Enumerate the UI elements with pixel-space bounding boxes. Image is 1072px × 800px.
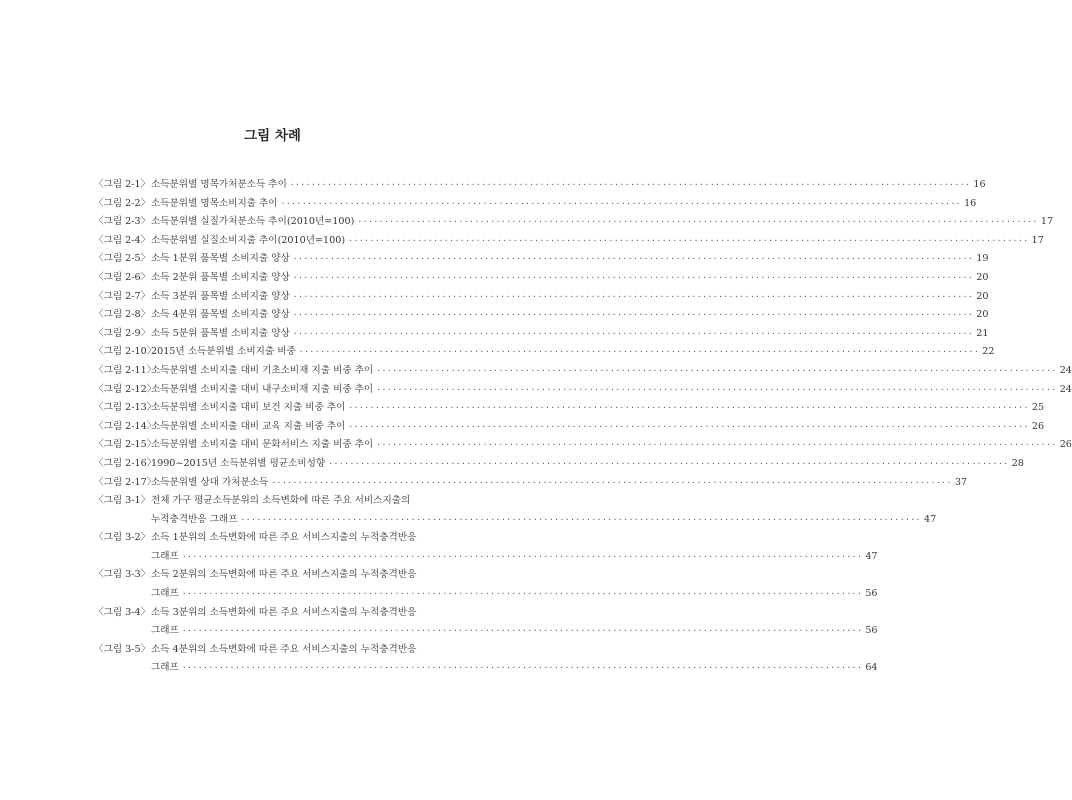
page-number: 16	[964, 197, 977, 209]
figure-title: 소득분위별 소비지출 대비 기초소비재 지출 비중 추이	[151, 364, 374, 376]
dot-leader	[357, 213, 1038, 232]
page-number: 20	[976, 290, 989, 302]
figure-title: 소득 5분위 품목별 소비지출 양상	[151, 327, 290, 339]
toc-entry[interactable]	[94, 604, 878, 641]
toc-entry[interactable]	[94, 176, 986, 195]
figure-title: 소득분위별 명목소비지출 추이	[151, 197, 278, 209]
toc-entry[interactable]	[94, 474, 968, 493]
figure-title: 소득 4분위 품목별 소비지출 양상	[151, 309, 290, 321]
figure-title: 소득 3분위의 소득변화에 따른 주요 서비스지출의 누적충격반응	[151, 606, 417, 618]
toc-entry[interactable]	[94, 325, 989, 344]
toc-entry[interactable]	[94, 399, 1045, 418]
figure-title: 소득 2분위의 소득변화에 따른 주요 서비스지출의 누적충격반응	[151, 569, 417, 581]
dot-leader	[293, 306, 974, 325]
dot-leader	[293, 325, 974, 344]
figure-label: 〈그림 2-14〉	[94, 420, 157, 432]
figure-title: 소득분위별 실질가처분소득 추이(2010년=100)	[151, 216, 355, 228]
figure-title-continued: 누적충격반응 그래프	[151, 513, 238, 525]
figure-label: 〈그림 2-3〉	[94, 216, 151, 228]
toc-entry[interactable]	[94, 566, 878, 603]
page-title: 그림 차례	[244, 128, 301, 144]
toc-entry[interactable]	[94, 195, 977, 214]
page-number: 17	[1031, 234, 1044, 246]
figure-title: 소득분위별 소비지출 대비 문화서비스 지출 비중 추이	[151, 439, 374, 451]
figure-label: 〈그림 3-2〉	[94, 532, 151, 544]
dot-leader	[348, 232, 1029, 251]
page-number: 24	[1059, 364, 1072, 376]
figure-label: 〈그림 3-1〉	[94, 495, 151, 507]
toc-entry[interactable]	[94, 343, 995, 362]
page-number: 28	[1011, 457, 1024, 469]
figure-label: 〈그림 2-5〉	[94, 253, 151, 265]
figure-label: 〈그림 2-11〉	[94, 364, 157, 376]
page-number: 22	[982, 346, 995, 358]
figure-title: 소득분위별 소비지출 대비 내구소비재 지출 비중 추이	[151, 383, 374, 395]
figure-title: 소득 2분위 품목별 소비지출 양상	[151, 271, 290, 283]
figure-label: 〈그림 2-9〉	[94, 327, 151, 339]
dot-leader	[293, 250, 974, 269]
dot-leader	[376, 436, 1057, 455]
figure-title: 소득분위별 명목가처분소득 추이	[151, 179, 287, 190]
page-number: 26	[1031, 420, 1045, 432]
figure-label: 〈그림 2-6〉	[94, 271, 151, 283]
toc-entry[interactable]	[94, 306, 989, 325]
figure-title-continued: 그래프	[151, 550, 179, 562]
dot-leader	[293, 269, 974, 288]
dot-leader	[182, 659, 863, 678]
toc-entry[interactable]	[94, 213, 1054, 232]
figure-title: 2015년 소득분위별 소비지출 비중	[151, 346, 296, 358]
toc-entry[interactable]	[94, 362, 1072, 381]
figure-label: 〈그림 2-4〉	[94, 234, 151, 246]
figure-list	[94, 176, 1072, 678]
dot-leader	[293, 288, 974, 307]
dot-leader	[348, 399, 1029, 418]
page-number: 20	[976, 271, 989, 283]
page-number: 56	[865, 588, 878, 600]
figure-label: 〈그림 3-4〉	[94, 606, 151, 618]
figure-title: 소득 3분위 품목별 소비지출 양상	[151, 290, 290, 302]
page-number: 17	[1040, 216, 1054, 228]
page-number: 56	[865, 625, 878, 637]
dot-leader	[290, 176, 971, 195]
figure-label: 〈그림 2-7〉	[94, 290, 151, 302]
figure-label: 〈그림 2-17〉	[94, 476, 157, 488]
dot-leader	[328, 455, 1009, 474]
dot-leader	[271, 474, 952, 493]
toc-entry[interactable]	[94, 250, 989, 269]
toc-entry[interactable]	[94, 436, 1072, 455]
figure-label: 〈그림 2-13〉	[94, 402, 157, 414]
page-number: 21	[976, 327, 989, 339]
toc-entry[interactable]	[94, 232, 1044, 251]
page-number: 24	[1059, 383, 1072, 395]
page-number: 19	[976, 253, 989, 265]
figure-title: 전체 가구 평균소득분위의 소득변화에 따른 주요 서비스지출의	[151, 495, 411, 507]
figure-title: 1990~2015년 소득분위별 평균소비성향	[151, 457, 326, 469]
toc-entry[interactable]	[94, 381, 1072, 400]
figure-title: 소득 1분위 품목별 소비지출 양상	[151, 253, 290, 265]
figure-label: 〈그림 2-16〉	[94, 457, 157, 469]
figure-label: 〈그림 3-3〉	[94, 569, 151, 581]
figure-label: 〈그림 3-5〉	[94, 643, 151, 655]
toc-entry[interactable]	[94, 492, 937, 529]
page-number: 64	[865, 662, 878, 674]
figure-title: 소득분위별 소비지출 대비 교육 지출 비중 추이	[151, 420, 346, 432]
page-number: 37	[954, 476, 968, 488]
dot-leader	[281, 195, 962, 214]
dot-leader	[376, 362, 1057, 381]
figure-title: 소득분위별 실질소비지출 추이(2010년=100)	[151, 234, 346, 246]
page-number: 20	[976, 309, 989, 321]
dot-leader	[182, 585, 863, 604]
toc-entry[interactable]	[94, 529, 878, 566]
page-number: 25	[1031, 402, 1045, 414]
dot-leader	[240, 511, 921, 530]
toc-entry[interactable]	[94, 641, 878, 678]
figure-label: 〈그림 2-15〉	[94, 439, 157, 451]
figure-title-continued: 그래프	[151, 662, 179, 674]
figure-label: 〈그림 2-12〉	[94, 383, 157, 395]
figure-title-continued: 그래프	[151, 625, 179, 637]
figure-label: 〈그림 2-1〉	[94, 179, 151, 190]
figure-title: 소득 1분위의 소득변화에 따른 주요 서비스지출의 누적충격반응	[151, 532, 417, 544]
figure-label: 〈그림 2-8〉	[94, 309, 151, 321]
figure-title: 소득 4분위의 소득변화에 따른 주요 서비스지출의 누적충격반응	[151, 643, 417, 655]
page-number: 47	[923, 513, 937, 525]
toc-entry[interactable]	[94, 418, 1045, 437]
figure-title: 소득분위별 상대 가처분소득	[151, 476, 269, 488]
figure-title-continued: 그래프	[151, 588, 179, 600]
figure-label: 〈그림 2-2〉	[94, 197, 151, 209]
toc-entry[interactable]	[94, 269, 989, 288]
page-number: 26	[1059, 439, 1072, 451]
toc-entry[interactable]	[94, 288, 989, 307]
page-number: 16	[973, 179, 986, 190]
dot-leader	[182, 622, 863, 641]
figure-title: 소득분위별 소비지출 대비 보건 지출 비중 추이	[151, 402, 346, 414]
toc-entry[interactable]	[94, 455, 1024, 474]
dot-leader	[376, 381, 1057, 400]
dot-leader	[299, 343, 980, 362]
page-number: 47	[865, 550, 878, 562]
figure-label: 〈그림 2-10〉	[94, 346, 157, 358]
dot-leader	[182, 548, 863, 567]
dot-leader	[348, 418, 1029, 437]
